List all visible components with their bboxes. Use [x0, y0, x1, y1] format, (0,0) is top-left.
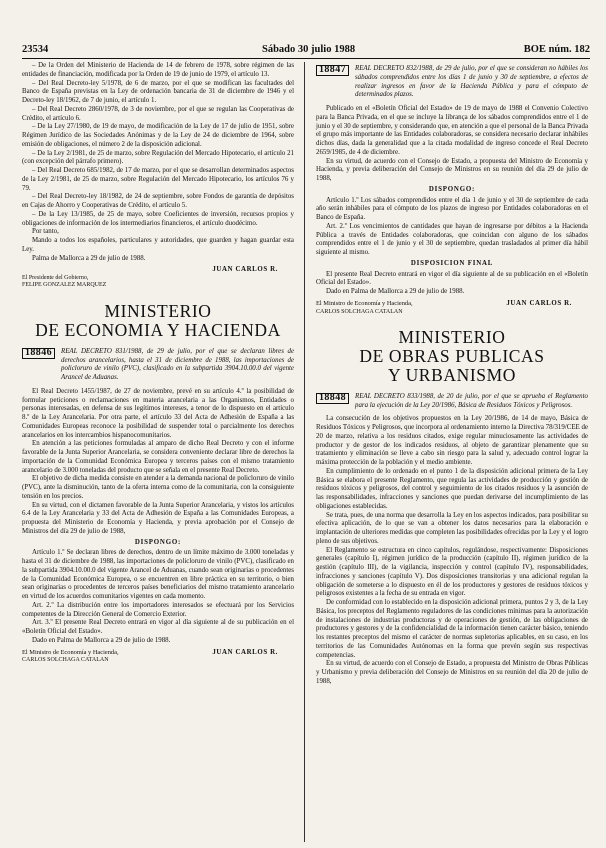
minister-role: El Ministro de Economía y Hacienda,: [316, 299, 413, 307]
minister-name: CARLOS SOLCHAGA CATALAN: [22, 657, 109, 664]
signature-block: [316, 300, 588, 309]
ministry-heading-line: DE ECONOMIA Y HACIENDA: [35, 319, 281, 340]
body-paragraph: En cumplimiento de lo ordenado en el punto 1 de la disposición adicional primera de la Ley Básica se elabora el presente Reglamento, que regula las actividades de producción y gestión de residuos tóxicos y peligrosos, del control y seguimiento de los citados residuos y la asunción de las responsabilidades, infracciones y sanciones que puedan derivarse del incumplimiento de las obligaciones establecidas.: [316, 467, 588, 510]
ministry-heading-line: DE OBRAS PUBLICAS: [359, 345, 545, 366]
signature-block: [22, 649, 294, 658]
journal-issue: BOE núm. 182: [523, 44, 590, 55]
body-paragraph: En su virtud, de acuerdo con el Consejo de Estado, a propuesta del Ministro de Economía y Hacienda, y previa deliberación del Consejo de Ministros en su reunión del día 29 de julio de 1988,: [316, 157, 588, 182]
body-paragraph: En su virtud, con el dictamen favorable de la Junta Superior Arancelaria, y vistos los artículos 6.4 de la Ley Arancelaria y 33 del Acta de Adhesión de España a las Comunidades Europeas, a propuesta del Ministerio de Economía y Hacienda, y previa aprobación por el Consejo de Ministros del día 29 de julio de 1988,: [22, 501, 294, 535]
repeal-item: – De la Ley 2/1981, de 25 de marzo, sobre Regulación del Mercado Hipotecario, el artículo 21 (con excepción del párrafo primero).: [22, 149, 294, 166]
ministry-heading: [22, 302, 294, 340]
article-paragraph: Art. 3.º El presente Real Decreto entrará en vigor al día siguiente al de su publicación en el «Boletín Oficial del Estado».: [22, 619, 294, 636]
article-paragraph: Art. 2.º La distribución entre los importadores interesados se efectuará por los Servicios competentes de la Dirección General de Comercio Exterior.: [22, 601, 294, 618]
decree-title: REAL DECRETO 832/1988, de 29 de julio, por el que se consideran no hábiles los sábados comprendidos entre los días 1 de junio y 30 de septiembre, a efectos de realizar ingresos en favor de la Hacienda Pública y para el cómputo de determinados plazos.: [355, 65, 588, 99]
minister-role: El Ministro de Economía y Hacienda,: [22, 648, 119, 656]
body-paragraph: En su virtud, de acuerdo con el Consejo de Estado, a propuesta del Ministro de Obras Públicas y Urbanismo y previa deliberación del Consejo de Ministros en su reunión del día 20 de julio de 1988,: [316, 660, 588, 685]
ministry-heading-line: MINISTERIO: [104, 300, 212, 321]
king-signature: JUAN CARLOS R.: [212, 266, 278, 274]
body-paragraph: El Real Decreto 1455/1987, de 27 de noviembre, prevé en su artículo 4.º la posibilidad de formular peticiones o reclamaciones en materia arancelaria a las Organismos, Entidades o personas interesadas, en defensa de sus legítimos intereses, a tenor de lo dispuesto en el artículo 8.º de la Ley Arancelaria. Por otra parte, el artículo 33 del Acta de Adhesión de España a las Comunidades Europeas reconoce la posibilidad de suspender total o parcialmente los derechos arancelarios en los intercambios hispanocomunitarios.: [22, 387, 294, 439]
ministry-heading-line: Y URBANISMO: [388, 364, 516, 385]
issue-date: Sábado 30 julio 1988: [262, 44, 356, 55]
decree-title: REAL DECRETO 833/1988, de 20 de julio, por el que se aprueba el Reglamento para la ejecución de la Ley 20/1986, Básica de Residuos Tóxicos y Peligrosos.: [355, 392, 588, 409]
closing-text: Por tanto,: [32, 228, 59, 236]
body-paragraph: El Reglamento se estructura en cinco capítulos, regulándose, respectivamente: Disposiciones generales (capítulo I), régimen jurídico de la producción (capítulo II), régimen jurídico de la gestión (capítulo III), de la vigilancia, inspección y control (capítulo IV), responsabilidades, infracciones y sanciones (capítulo V). Dos disposiciones transitorias y una adicional regulan la obligación de someterse a lo dispuesto en él de los productores y gestores de residuos tóxicos y peligrosos existentes a la fecha de su entrada en vigor.: [316, 546, 588, 598]
body-paragraph: Se trata, pues, de una norma que desarrolla la Ley en los aspectos indicados, para posibilitar su efectiva aplicación, de lo que se van a obtener los datos necesarios para la elaboración e implantación de ulteriores medidas que completen las posibilidades ofrecidas por la Ley y el logro pleno de sus objetivos.: [316, 511, 588, 545]
minister-name: CARLOS SOLCHAGA CATALAN: [316, 308, 403, 315]
repeal-item: – De la Ley 27/1980, de 19 de mayo, de modificación de la Ley de 17 de julio de 1951, sobre Régimen Jurídico de las Sociedades Anónimas y de la Ley de 24 de diciembre de 1964, sobre emisión de obligaciones, el número 2 de la disposición adicional.: [22, 123, 294, 148]
decree-number: 18848: [316, 393, 349, 404]
column-divider: [304, 62, 305, 842]
signature-block: [22, 266, 294, 275]
page-number: 23534: [22, 44, 49, 55]
decree-heading: [22, 348, 294, 383]
closing-date: Palma de Mallorca a 29 de julio de 1988.: [32, 254, 146, 262]
signer-name: FELIPE GONZALEZ MARQUEZ: [22, 282, 107, 289]
decree-number: 18846: [22, 348, 55, 359]
ministry-heading-line: MINISTERIO: [398, 326, 506, 347]
repeal-item: – De la Orden del Ministerio de Hacienda de 14 de febrero de 1978, sobre régimen de las entidades de financiación, modificada por la Orden de 19 de junio de 1979, el artículo 13.: [22, 62, 294, 78]
body-paragraph: La consecución de los objetivos propuestos en la Ley 20/1986, de 14 de mayo, Básica de Residuos Tóxicos y Peligrosos, que incorpora al ordenamiento interno la Directiva 78/319/CEE de 20 de marzo, relativa a los residuos citados, exige regular minuciosamente las actividades de productor y de gestor de los indicados residuos, al objeto de garantizar plenamente que su tratamiento y eliminación se lleve a cabo sin riesgo para la salud y, adecuado control lograr la máxima protección de la población y el medio ambiente.: [316, 415, 588, 467]
king-signature: JUAN CARLOS R.: [506, 299, 572, 307]
body-paragraph: El objetivo de dicha medida consiste en atender a la demanda nacional de policloruro de vinilo (PVC), ante la disminución, tanto de la oferta interna como de la comunitaria, con la consiguiente tensión en los precios.: [22, 475, 294, 500]
ministry-heading: [316, 328, 588, 385]
closing-date: Dado en Palma de Mallorca a 29 de julio de 1988.: [32, 636, 171, 644]
signer-role: El Presidente del Gobierno,: [22, 275, 89, 281]
dispongo-heading: DISPONGO:: [428, 185, 476, 193]
closing-date: Dado en Palma de Mallorca a 29 de julio de 1988.: [326, 288, 465, 295]
article-paragraph: Art. 2.º Los vencimientos de cantidades que hayan de ingresarse por débitos a la Hacienda Pública a través de Entidades colaboradoras, que coincidan con alguno de los sábados comprendidos entre el 1 de junio y el 30 de septiembre, quedan trasladados al primer día hábil siguiente al mismo.: [316, 222, 588, 256]
decree-title: REAL DECRETO 831/1988, de 29 de julio, por el que se declaran libres de derechos arancelarios, hasta el 31 de diciembre de 1988, las importaciones de policloruro de vinilo (PVC), clasificado en la subpartida 3904.10.00.0 del vigente Arancel de Aduanas.: [61, 347, 294, 382]
dispongo-heading: DISPONGO:: [134, 538, 182, 546]
article-paragraph: Artículo 1.º Los sábados comprendidos entre el día 1 de junio y el 30 de septiembre de cada año serán inhábiles para el cómputo de los plazos de ingreso por Entidades colaboradoras en el Banco de España.: [316, 196, 588, 221]
decree-heading: [316, 393, 588, 411]
closing-text: Mando a todos los españoles, particulares y autoridades, que guarden y hagan guardar esta Ley.: [22, 237, 294, 253]
repeal-item: – Del Real Decreto 2860/1978, de 3 de noviembre, por el que se regulan las Cooperativas de Crédito, el artículo 6.: [22, 105, 294, 122]
body-paragraph: De conformidad con lo establecido en la disposición adicional primera, puntos 2 y 3, de la Ley Básica, los preceptos del Reglamento reguladores de las condiciones mínimas para la autorización de instalaciones de industrias productoras y de operaciones de gestión, de las obligaciones de productores y gestores y de la confidencialidad de la información tienen carácter básico, teniendo los restantes preceptos del mismo el carácter de normas supletorias aplicables, en su caso, en los territorios de las Comunidades Autónomas en la forma que prevén según sus respectivas competencias.: [316, 599, 588, 659]
repeal-item: – Del Real Decreto 685/1982, de 17 de marzo, por el que se desarrollan determinados aspectos de la Ley 2/1981, de 25 de marzo, sobre Regulación del Mercado Hipotecario, los artículos 76 y 79.: [22, 167, 294, 192]
body-paragraph: Publicado en el «Boletín Oficial del Estado» de 19 de mayo de 1988 el Convenio Colectivo para la Banca Privada, en el que se incluye la librança de los sábados comprendidos entre el 1 de junio y el 30 de septiembre, y considerando que, en atención a que el personal de la Banca Privada el grupo más importante de las Entidades colaboradoras, se considera necesario declarar inhábiles dichos días, dada la generalidad que a la citada modalidad de ingreso concede el Real Decreto 2659/1985, de 4 de diciembre.: [316, 105, 588, 156]
left-column: [22, 62, 294, 665]
repeal-item: – Del Real Decreto-ley 18/1982, de 24 de septiembre, sobre Fondos de garantía de depósitos en Cajas de Ahorro y Cooperativas de Crédito, el artículo 5.: [22, 193, 294, 209]
page-header: [22, 44, 590, 59]
king-signature: JUAN CARLOS R.: [212, 648, 278, 656]
decree-number: 18847: [316, 65, 349, 76]
decree-heading: [316, 65, 588, 100]
final-provision-heading: DISPOSICION FINAL: [410, 259, 494, 267]
body-paragraph: En atención a las peticiones formuladas al amparo de dicho Real Decreto y con el informe favorable de la Junta Superior Arancelaria, se considera conveniente declarar libre de derechos la importación de la Comunidad Económica Europea y terceros países con el mismo tratamiento arancelario de 3.000 toneladas del producto que se señala en el presente Real Decreto.: [22, 440, 294, 474]
right-column: [316, 62, 588, 687]
repeal-item: – Del Real Decreto-ley 5/1978, de 6 de marzo, por el que se modifican las facultades del Banco de España previstas en la Ley de ordenación bancaria de 31 de diciembre de 1946 y el Decreto-ley 18/1962, de 7 de junio, el artículo 1.: [22, 79, 294, 104]
repeal-item: – De la Ley 13/1985, de 25 de mayo, sobre Coeficientes de inversión, recursos propios y obligaciones de información de los intermediarios financieros, el artículo duodécimo.: [22, 210, 294, 227]
article-paragraph: Artículo 1.º Se declaran libres de derechos, dentro de un límite máximo de 3.000 toneladas y hasta el 31 de diciembre de 1988, las importaciones de policloruro de vinilo (PVC), clasificado en la subpartida 3904.10.00.0 del vigente Arancel de Aduanas, cuando sean originarias o procedentes de la Comunidad Económica Europea, o se encuentren en libre práctica en su territorio, o bien sean originarias o procedentes de terceros países beneficiarios del mismo tratamiento arancelario en virtud de los acuerdos comunitarios vigentes en cada momento.: [22, 549, 294, 601]
final-provision-text: El presente Real Decreto entrará en vigor el día siguiente al de su publicación en el «Boletín Oficial del Estado».: [316, 270, 588, 287]
